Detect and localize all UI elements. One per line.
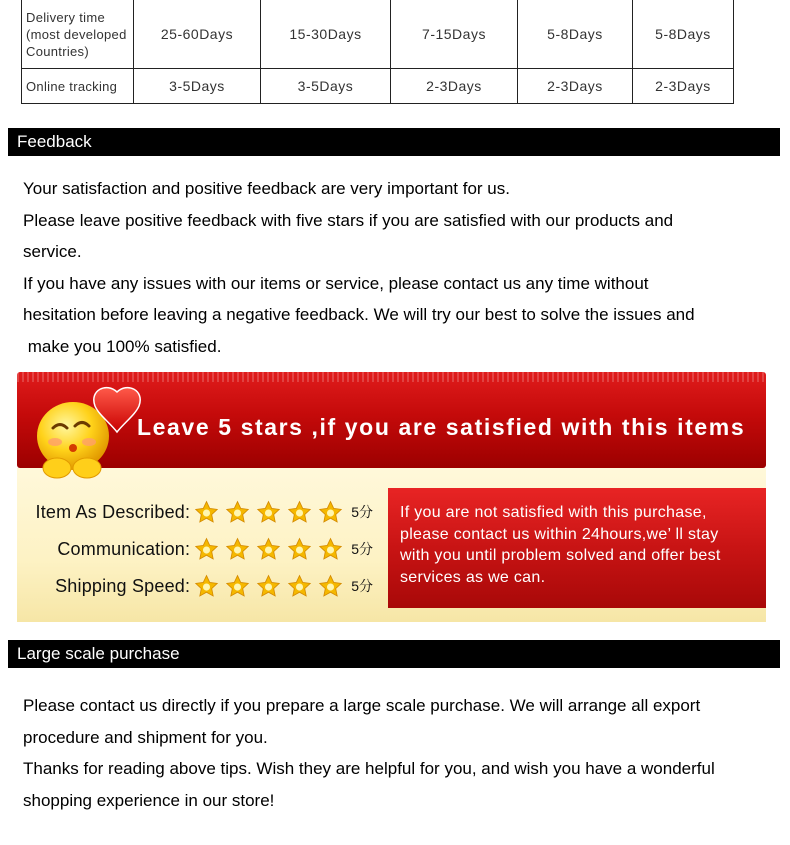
star-icon bbox=[287, 574, 312, 599]
rating-label: Communication: bbox=[57, 538, 191, 559]
large-scale-line: procedure and shipment for you. bbox=[23, 727, 268, 747]
large-scale-title-bar bbox=[8, 640, 780, 668]
star-icon bbox=[194, 500, 219, 525]
star-icon bbox=[256, 500, 281, 525]
rating-score: 5分 bbox=[351, 541, 373, 557]
rating-label: Item As Described: bbox=[35, 501, 191, 522]
large-scale-title: Large scale purchase bbox=[17, 644, 180, 663]
banner-headline: Leave 5 stars ,if you are satisfied with this items bbox=[137, 414, 746, 440]
table-cell: 15-30Days bbox=[261, 0, 391, 69]
rating-score: 5分 bbox=[351, 578, 373, 594]
star-icon bbox=[194, 574, 219, 599]
banner-dots-decoration bbox=[17, 372, 766, 382]
rating-score: 5分 bbox=[351, 504, 373, 520]
star-icon bbox=[287, 537, 312, 562]
star-group bbox=[194, 574, 349, 599]
row-header-line: Delivery time bbox=[26, 9, 106, 25]
star-icon bbox=[318, 537, 343, 562]
feedback-line: service. bbox=[23, 242, 82, 261]
feedback-line: hesitation before leaving a negative feedback. We will try our best to solve the issues and bbox=[23, 305, 695, 324]
star-icon bbox=[256, 537, 281, 562]
rating-row-communication bbox=[57, 535, 373, 563]
table-cell: 2-3Days bbox=[391, 69, 518, 104]
rating-row-shipping-speed bbox=[55, 572, 373, 600]
star-icon bbox=[318, 574, 343, 599]
table-cell: 7-15Days bbox=[391, 0, 518, 69]
row-header-delivery-time bbox=[22, 0, 134, 69]
star-icon bbox=[194, 537, 219, 562]
shipping-table bbox=[21, 0, 734, 104]
note-line: please contact us within 24hours,we’ ll stay bbox=[400, 525, 719, 543]
table-row bbox=[22, 0, 734, 69]
star-icon bbox=[225, 537, 250, 562]
star-icon bbox=[225, 574, 250, 599]
star-icon bbox=[256, 574, 281, 599]
table-cell: 2-3Days bbox=[518, 69, 633, 104]
star-icon bbox=[287, 500, 312, 525]
star-group bbox=[194, 500, 349, 525]
large-scale-text bbox=[23, 690, 773, 816]
star-icon bbox=[225, 500, 250, 525]
note-line: If you are not satisfied with this purchase, bbox=[400, 504, 707, 521]
feedback-line: Your satisfaction and positive feedback are very important for us. bbox=[23, 179, 510, 198]
feedback-title-bar bbox=[8, 128, 780, 156]
table-cell: 2-3Days bbox=[633, 69, 734, 104]
table-cell: 5-8Days bbox=[518, 0, 633, 69]
star-group bbox=[194, 537, 349, 562]
rating-row-item-described bbox=[36, 498, 373, 526]
star-icon bbox=[318, 500, 343, 525]
note-line: with you until problem solved and offer best bbox=[400, 547, 721, 564]
feedback-line: Please leave positive feedback with five stars if you are satisfied with our products and bbox=[23, 210, 674, 230]
table-cell: 5-8Days bbox=[633, 0, 734, 69]
note-line: services as we can. bbox=[400, 568, 546, 586]
smiley-blowing-kiss-icon bbox=[29, 384, 149, 484]
feedback-title: Feedback bbox=[17, 132, 92, 151]
table-cell: 3-5Days bbox=[261, 69, 391, 104]
large-scale-line: Thanks for reading above tips. Wish they are helpful for you, and wish you have a wonderful bbox=[23, 759, 715, 778]
large-scale-line: shopping experience in our store! bbox=[23, 790, 275, 810]
table-row bbox=[22, 69, 734, 104]
rating-label: Shipping Speed: bbox=[55, 575, 191, 596]
row-header-line: Countries) bbox=[26, 43, 89, 59]
dissatisfaction-note bbox=[388, 488, 766, 608]
table-cell: 3-5Days bbox=[134, 69, 261, 104]
feedback-line: If you have any issues with our items or service, please contact us any time without bbox=[23, 273, 649, 293]
row-header-online-tracking: Online tracking bbox=[22, 69, 134, 104]
row-header-line: (most developed bbox=[26, 26, 127, 42]
rating-banner bbox=[17, 372, 766, 622]
feedback-line: make you 100% satisfied. bbox=[23, 336, 222, 356]
table-cell: 25-60Days bbox=[134, 0, 261, 69]
feedback-text bbox=[23, 173, 773, 362]
large-scale-line: Please contact us directly if you prepare a large scale purchase. We will arrange all export bbox=[23, 696, 701, 715]
